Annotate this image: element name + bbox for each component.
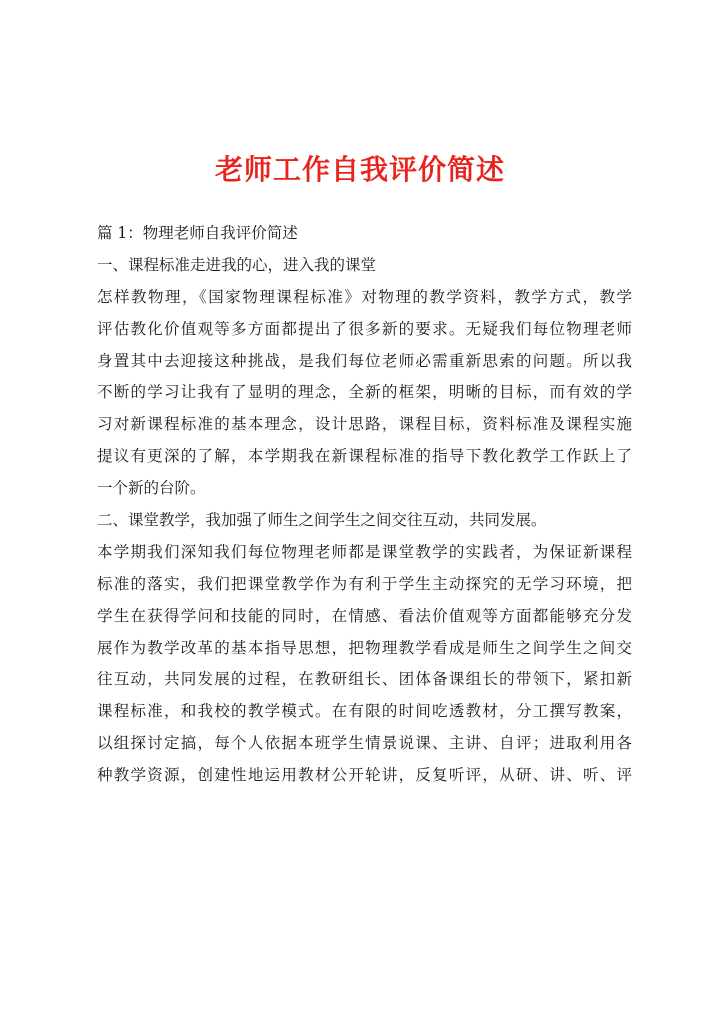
paragraph-line: 习对新课程标准的基本理念，设计思路，课程目标，资料标准及课程实施	[97, 415, 632, 434]
document-body	[97, 218, 632, 792]
paragraph-line: 评估教化价值观等多方面都提出了很多新的要求。无疑我们每位物理老师	[97, 319, 632, 338]
paragraph-line: 往互动，共同发展的过程，在教研组长、团体备课组长的带领下，紧扣新	[97, 670, 632, 689]
paragraph-line: 展作为教学改革的基本指导思想，把物理教学看成是师生之间学生之间交	[97, 638, 632, 657]
paragraph-line: 学生在获得学问和技能的同时，在情感、看法价值观等方面都能够充分发	[97, 606, 632, 625]
subheading-article-1: 篇 1：物理老师自我评价简述	[97, 224, 298, 242]
paragraph-line: 提议有更深的了解，本学期我在新课程标准的指导下教化教学工作跃上了	[97, 447, 632, 466]
paragraph-line: 标准的落实，我们把课堂教学作为有利于学生主动探究的无学习环境，把	[97, 574, 632, 593]
section-heading-2: 二、课堂教学，我加强了师生之间学生之间交往互动，共同发展。	[97, 511, 547, 530]
paragraph-line: 不断的学习让我有了显明的理念，全新的框架，明晰的目标，而有效的学	[97, 383, 632, 402]
paragraph-line: 怎样教物理，《国家物理课程标准》对物理的教学资料，教学方式，教学	[97, 287, 632, 306]
document-title: 老师工作自我评价简述	[214, 153, 505, 186]
section-heading-1: 一、课程标准走进我的心，进入我的课堂	[97, 255, 377, 274]
paragraph-line: 本学期我们深知我们每位物理老师都是课堂教学的实践者，为保证新课程	[97, 542, 632, 561]
paragraph-line: 种教学资源，创建性地运用教材公开轮讲，反复听评，从研、讲、听、评	[97, 766, 632, 785]
paragraph-line: 身置其中去迎接这种挑战，是我们每位老师必需重新思索的问题。所以我	[97, 351, 632, 370]
paragraph-line: 以组探讨定搞，每个人依据本班学生情景说课、主讲、自评；进取利用各	[97, 734, 632, 753]
paragraph-line: 课程标准，和我校的教学模式。在有限的时间吃透教材，分工撰写教案，	[97, 702, 632, 721]
paragraph-line: 一个新的台阶。	[97, 479, 206, 498]
